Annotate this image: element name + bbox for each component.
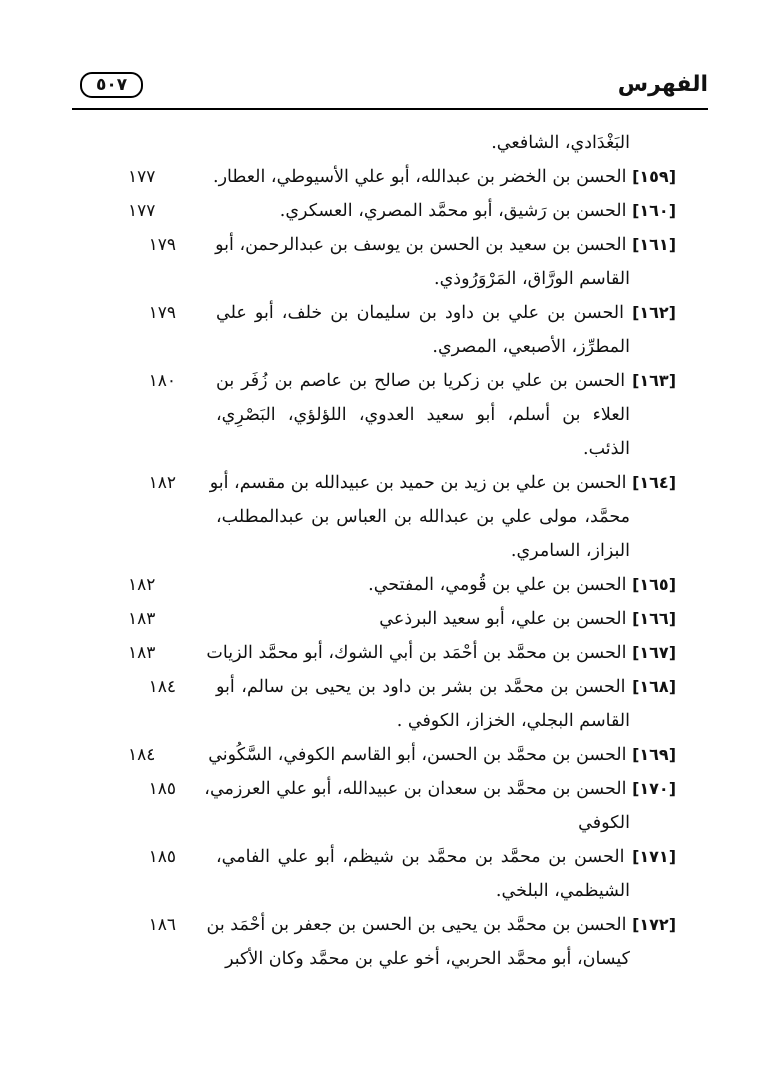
entry-number: [١٧١] [632, 847, 676, 866]
index-entry-line [128, 942, 676, 976]
index-entry-line [128, 432, 676, 466]
entry-text [216, 194, 676, 228]
entry-page-number: ١٨٥ [148, 779, 176, 799]
index-entry-line [128, 330, 676, 364]
entry-name: الحسن بن علي بن قُومي، المفتحي. [368, 575, 627, 595]
index-entry-line [128, 364, 676, 398]
entry-number: [١٦٦] [632, 609, 676, 628]
index-entry-line [128, 908, 676, 942]
entry-number: [١٦٣] [632, 371, 676, 390]
entry-name: المطرِّز، الأصبعي، المصري. [432, 337, 630, 357]
entry-name: الحسن بن رَشيق، أبو محمَّد المصري، العسكري. [279, 201, 627, 221]
entry-name: الحسن بن علي بن داود بن سليمان بن خلف، أبو علي [216, 303, 624, 323]
entry-text [216, 228, 676, 262]
entry-number: [١٦٨] [632, 677, 676, 696]
entry-text [216, 500, 630, 534]
entry-name: الشيظمي، البلخي. [495, 881, 630, 901]
entry-number: [١٦٢] [632, 303, 676, 322]
entry-name: الحسن بن محمَّد بن محمَّد بن شيظم، أبو علي الفامي، [216, 847, 625, 867]
entry-text [206, 636, 676, 670]
index-entry-line [128, 874, 676, 908]
entry-text [216, 874, 630, 908]
entry-page-number: ١٨٢ [148, 473, 176, 493]
entry-page-number: ١٧٧ [128, 167, 156, 187]
index-entry-line [128, 704, 676, 738]
entry-name: محمَّد، مولى علي بن عبدالله بن العباس بن عبدالمطلب، [216, 507, 630, 527]
entry-text [216, 704, 630, 738]
entry-page-number: ١٧٩ [148, 303, 176, 323]
index-entry-line [128, 126, 676, 160]
entry-name: البَغْدَادي، الشافعي. [491, 133, 630, 153]
entry-name: الحسن بن محمَّد بن الحسن، أبو القاسم الكوفي، السَّكُوني [208, 745, 627, 765]
entry-name: الحسن بن محمَّد بن أحْمَد بن أبي الشوك، أبو محمَّد الزيات [206, 643, 627, 663]
entry-text [216, 126, 630, 160]
entry-number: [١٧٠] [632, 779, 676, 798]
entry-text [216, 398, 630, 432]
entry-number: [١٦٧] [632, 643, 676, 662]
entry-page-number: ١٨٤ [128, 745, 156, 765]
entry-name: الحسن بن علي بن زكريا بن صالح بن عاصم بن زُفَر بن [216, 371, 626, 391]
entry-page-number: ١٨٥ [148, 847, 176, 867]
index-entry-line [128, 534, 676, 568]
entry-number: [١٥٩] [632, 167, 676, 186]
index-entry-line [128, 670, 676, 704]
entry-text [216, 330, 630, 364]
index-entry-line [128, 568, 676, 602]
entry-text [216, 296, 676, 330]
index-entry-line [128, 636, 676, 670]
entry-number: [١٦٠] [632, 201, 676, 220]
index-entry-line [128, 602, 676, 636]
index-entry-line [128, 738, 676, 772]
entry-text [216, 806, 630, 840]
index-entry-line [128, 806, 676, 840]
entry-text [208, 738, 676, 772]
entry-text [204, 772, 676, 806]
entry-page-number: ١٨٢ [128, 575, 156, 595]
index-entry-line [128, 262, 676, 296]
entry-name: الحسن بن سعيد بن الحسن بن يوسف بن عبدالرحمن، أبو [215, 235, 627, 255]
entry-name: الذئب. [583, 439, 630, 459]
index-entry-line [128, 466, 676, 500]
index-entry-line [128, 160, 676, 194]
entry-text [216, 942, 630, 976]
page-header [72, 68, 708, 110]
entry-text [216, 840, 676, 874]
entry-page-number: ١٨٣ [128, 609, 156, 629]
entry-name: الحسن بن محمَّد بن يحيى بن الحسن بن جعفر بن أحْمَد بن [206, 915, 627, 935]
entry-name: كيسان، أبو محمَّد الحربي، أخو علي بن محمَّد وكان الأكبر [225, 949, 630, 969]
entry-page-number: ١٧٩ [148, 235, 176, 255]
entry-text [216, 670, 676, 704]
entry-name: الحسن بن محمَّد بن بشر بن داود بن يحيى بن سالم، أبو [216, 677, 626, 697]
entry-name: الحسن بن علي بن زيد بن حميد بن عبيدالله بن مقسم، أبو [209, 473, 627, 493]
index-entry-line [128, 228, 676, 262]
entry-number: [١٦٥] [632, 575, 676, 594]
index-entry-line [128, 398, 676, 432]
index-entry-line [128, 194, 676, 228]
entry-number: [١٧٢] [632, 915, 676, 934]
entry-text [216, 568, 676, 602]
entry-page-number: ١٨٠ [148, 371, 176, 391]
entry-name: الحسن بن الخضر بن عبدالله، أبو علي الأسيوطي، العطار. [213, 167, 627, 187]
entry-name: القاسم الورَّاق، المَرْوَرُوذي. [434, 269, 630, 289]
entry-text [216, 602, 676, 636]
entry-text [213, 160, 676, 194]
entry-page-number: ١٨٤ [148, 677, 176, 697]
entry-page-number: ١٨٣ [128, 643, 156, 663]
index-entry-line [128, 840, 676, 874]
index-entry-line [128, 772, 676, 806]
entry-text [216, 534, 630, 568]
entry-name: البزاز، السامري. [510, 541, 630, 561]
page-number-badge: ٥٠٧ [80, 72, 143, 98]
entry-text [216, 262, 630, 296]
entry-name: القاسم البجلي، الخزاز، الكوفي . [396, 711, 630, 731]
entry-page-number: ١٧٧ [128, 201, 156, 221]
entry-text [216, 432, 630, 466]
entry-number: [١٦٤] [632, 473, 676, 492]
entry-number: [١٦٩] [632, 745, 676, 764]
index-entry-line [128, 296, 676, 330]
entry-text [209, 466, 676, 500]
index-title: الفهرس [617, 72, 708, 97]
entry-page-number: ١٨٦ [148, 915, 176, 935]
entry-text [206, 908, 676, 942]
index-list [128, 126, 676, 976]
entry-number: [١٦١] [632, 235, 676, 254]
entry-name: الكوفي [578, 813, 630, 833]
entry-name: الحسن بن محمَّد بن سعدان بن عبيدالله، أبو علي العرزمي، [204, 779, 627, 799]
entry-name: العلاء بن أسلم، أبو سعيد العدوي، اللؤلؤي، البَصْرِي، [216, 405, 630, 425]
index-entry-line [128, 500, 676, 534]
entry-name: الحسن بن علي، أبو سعيد البرذعي [379, 609, 627, 629]
entry-text [216, 364, 676, 398]
